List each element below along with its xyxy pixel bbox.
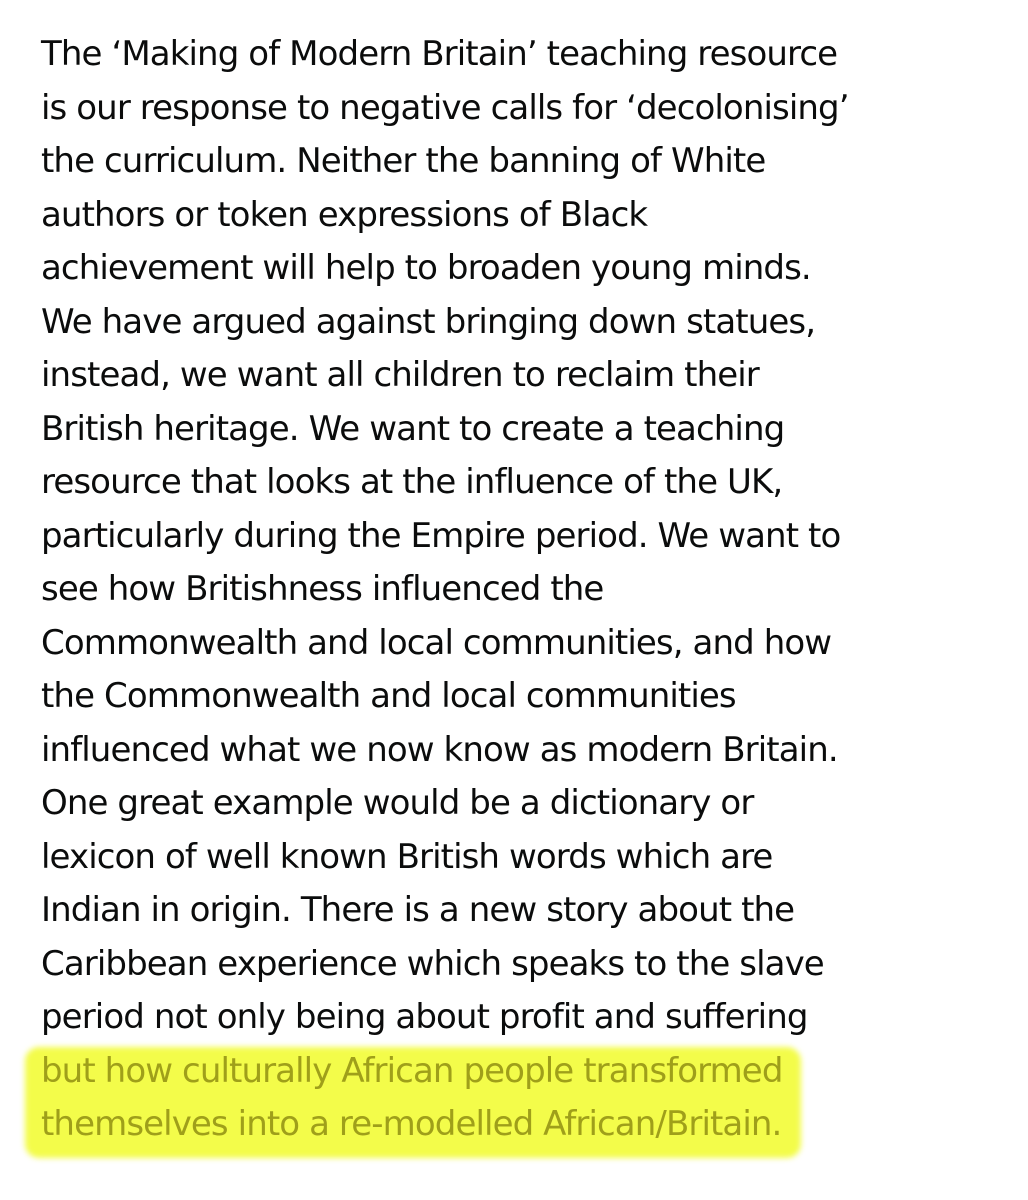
paragraph-line-17: Indian in origin. There is a new story about the [41,890,795,930]
paragraph-line-14: influenced what we now know as modern Britain. [41,729,838,770]
paragraph-line-12: Commonwealth and local communities, and how [41,622,832,663]
document-body [41,28,1021,1152]
paragraph-line-5: achievement will help to broaden young minds. [41,248,811,288]
paragraph-line-10: particularly during the Empire period. We want to [41,515,841,556]
paragraph-line-3: the curriculum. Neither the banning of White [41,141,766,181]
paragraph-line-9: resource that looks at the influence of the UK, [41,462,783,502]
paragraph-line-6: We have argued against bringing down statues, [41,301,816,342]
highlighted-line-2: themselves into a re-modelled African/Britain. [41,1104,782,1144]
paragraph-line-8: British heritage. We want to create a teaching [41,408,785,449]
paragraph-line-4: authors or token expressions of Black [41,194,648,235]
paragraph-line-19: period not only being about profit and suffering [41,997,808,1037]
paragraph-line-18: Caribbean experience which speaks to the slave [41,943,824,984]
paragraph-line-7: instead, we want all children to reclaim their [41,355,759,395]
highlighted-passage [41,1045,783,1152]
highlighted-line-1: but how culturally African people transformed [41,1050,783,1091]
paragraph-line-13: the Commonwealth and local communities [41,676,736,716]
paragraph-line-15: One great example would be a dictionary or [41,783,754,823]
paragraph-line-1: The ‘Making of Modern Britain’ teaching resource [41,34,838,74]
paragraph-line-16: lexicon of well known British words which are [41,836,773,877]
paragraph-line-2: is our response to negative calls for ‘decolonising’ [41,87,849,128]
paragraph-line-11: see how Britishness influenced the [41,569,604,609]
paragraph [41,28,1021,1152]
